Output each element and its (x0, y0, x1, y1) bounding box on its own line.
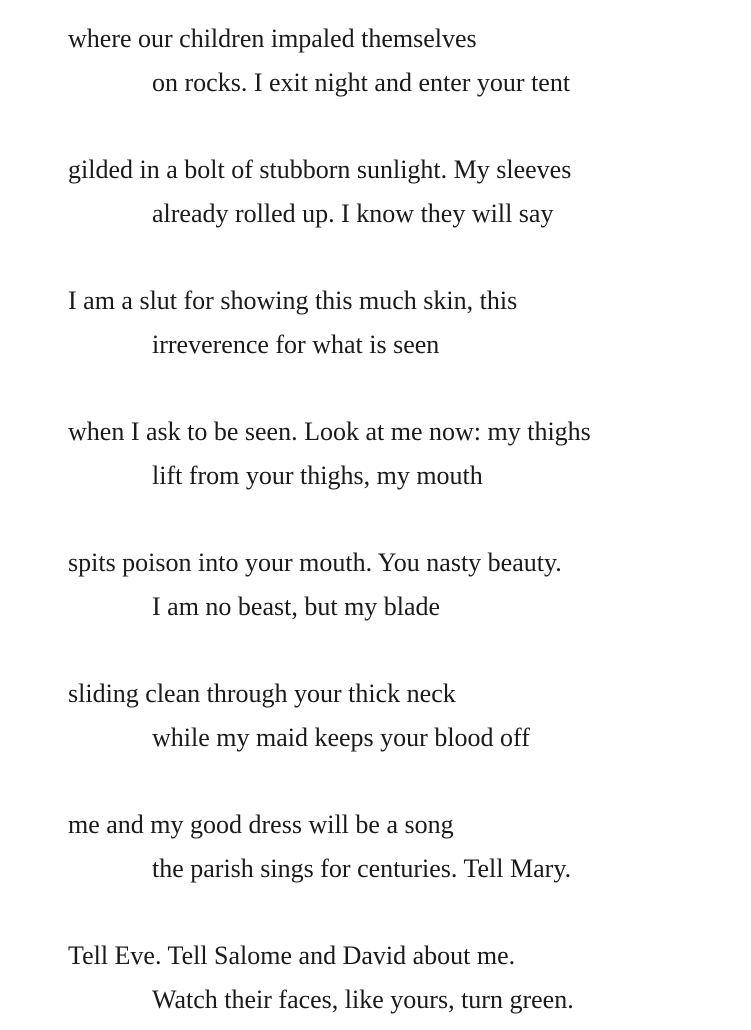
poem-line-indented: the parish sings for centuries. Tell Mary. (152, 854, 572, 883)
poem-line-first: I am a slut for showing this much skin, this (68, 286, 518, 315)
poem-line-indented: I am no beast, but my blade (152, 592, 441, 621)
poem-line-indented: irreverence for what is seen (152, 330, 440, 359)
poem-couplet (68, 17, 711, 105)
poem-line-indented: Watch their faces, like yours, turn green. (152, 985, 574, 1014)
poem-line-first: sliding clean through your thick neck (68, 679, 456, 708)
poem-line-first: gilded in a bolt of stubborn sunlight. My sleeves (68, 155, 572, 184)
poem-couplet (68, 672, 711, 760)
poem-line-first: when I ask to be seen. Look at me now: my thighs (68, 417, 591, 446)
poem-couplet (68, 410, 711, 498)
poem-line-first: Tell Eve. Tell Salome and David about me. (68, 941, 516, 970)
poem-line-indented: while my maid keeps your blood off (152, 723, 530, 752)
poem-couplet (68, 541, 711, 629)
poem-line-first: where our children impaled themselves (68, 24, 477, 53)
poem-line-indented: on rocks. I exit night and enter your tent (152, 68, 571, 97)
poem (68, 17, 711, 1022)
poem-couplet (68, 279, 711, 367)
poem-line-indented: already rolled up. I know they will say (152, 199, 554, 228)
poem-couplet (68, 803, 711, 891)
poem-line-first: spits poison into your mouth. You nasty beauty. (68, 548, 562, 577)
poem-line-first: me and my good dress will be a song (68, 810, 454, 839)
poem-couplet (68, 148, 711, 236)
poem-line-indented: lift from your thighs, my mouth (152, 461, 483, 490)
poem-couplet (68, 934, 711, 1022)
